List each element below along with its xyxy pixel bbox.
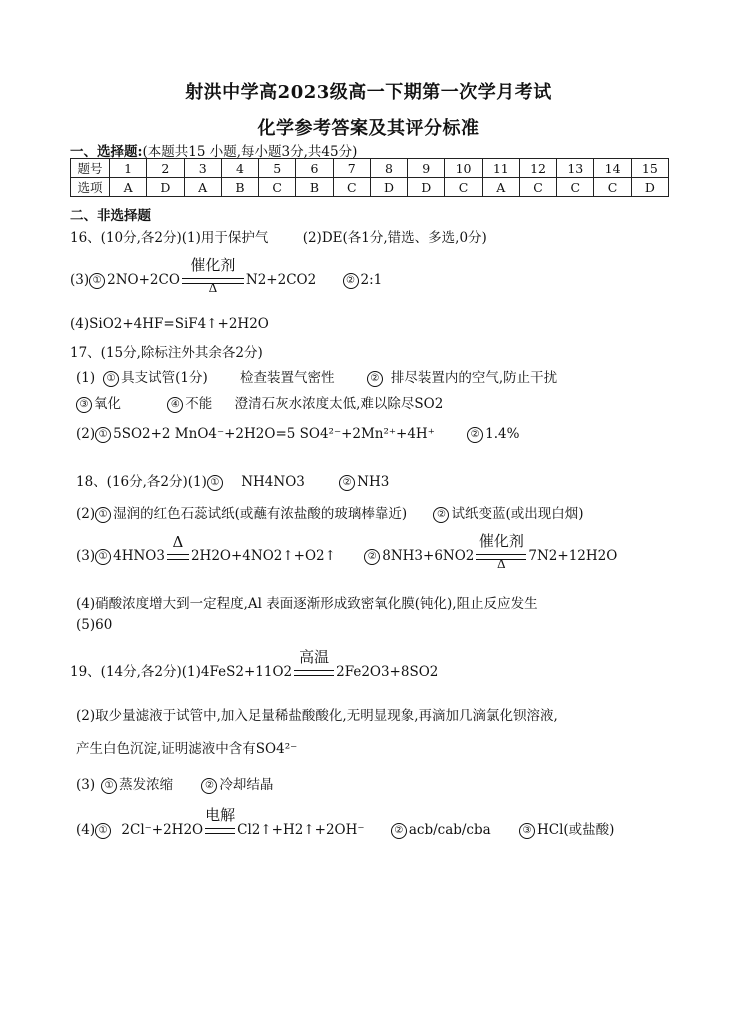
table-cell-number: 8 [370,159,407,178]
q16-eq-right: N2+2CO2 [245,272,317,288]
q19-answer-1: 蒸发浓缩 [119,777,174,793]
table-cell-number: 12 [519,159,556,178]
section-1-name: 一、选择题: [70,144,143,160]
q16-eq-bottom: Δ [208,281,218,295]
circle-1: ① [101,778,117,794]
table-cell-number: 2 [147,159,184,178]
table-cell-answer: C [519,178,556,197]
section-1-note: (本题共15 小题,每小题3分,共45分) [142,144,358,160]
circle-2: ② [391,823,407,839]
q19-eq-right-2: Cl2↑+H2↑+2OH⁻ [237,822,365,838]
q16-line-3: (4)SiO2+4HF=SiF4↑+2H2O [70,316,269,332]
q18-label: 18、(16分,各2分)(1) [76,474,207,490]
table-cell-number: 6 [296,159,333,178]
circle-1: ① [95,507,111,523]
table-cell-answer: B [221,178,258,197]
circle-3: ③ [76,397,92,413]
q17-line-3 [76,392,443,413]
q16-part-1: 16、(10分,各2分)(1)用于保护气 [70,230,269,246]
q17-answer-4: 氧化 [94,396,121,412]
circle-2: ② [339,475,355,491]
q19-eq-top: 高温 [299,648,330,666]
q16-part-3-label: (3) [70,272,90,288]
q16-line-1 [70,226,487,246]
q18-eq2-condition [476,532,526,571]
q17-line-2 [76,366,557,387]
q17-line-4 [76,426,519,443]
table-head-number: 题号 [71,159,110,178]
q17-answer-2: 检查装置气密性 [240,370,335,386]
table-cell-answer: A [184,178,221,197]
q18-eq1-right: 2H2O+4NO2↑+O2↑ [190,548,336,564]
table-cell-answer: D [408,178,445,197]
q18-answer-2: NH3 [357,474,390,490]
q18-answer-3: 湿润的红色石蕊试纸(或蘸有浓盐酸的玻璃棒靠近) [113,506,408,522]
circle-2: ② [467,427,483,443]
table-cell-number: 5 [259,159,296,178]
table-cell-number: 15 [631,159,668,178]
q19-line-4 [76,773,273,794]
table-cell-answer: C [557,178,594,197]
circle-2: ② [201,778,217,794]
table-head-answer: 选项 [71,178,110,197]
title-line-1: 射洪中学高2023级高一下期第一次学月考试 [185,82,552,103]
q18-line-2 [76,502,584,523]
q16-part-2: (2)DE(各1分,错选、多选,0分) [302,230,487,246]
q18-line-4: (4)硝酸浓度增大到一定程度,Al 表面逐渐形成致密氧化膜(钝化),阻止反应发生 [76,596,538,612]
q16-eq-condition [182,256,244,295]
q16-eq-top: 催化剂 [190,256,236,274]
eq-bar [167,554,189,560]
q17-answer-3: 排尽装置内的空气,防止干扰 [390,370,558,386]
circle-1: ① [95,427,111,443]
q19-part-3-label: (3) [76,777,96,793]
table-cell-answer: D [370,178,407,197]
q17-line-1: 17、(15分,除标注外其余各2分) [70,345,263,361]
q17-answer-1: 具支试管(1分) [121,370,208,386]
q19-eq-condition-2 [205,806,236,838]
table-cell-number: 7 [333,159,370,178]
table-cell-answer: C [259,178,296,197]
circle-1: ① [95,823,111,839]
table-cell-number: 13 [557,159,594,178]
circle-1: ① [207,475,223,491]
table-cell-answer: A [110,178,147,197]
eq-bar [294,670,334,676]
q16-ratio: 2:1 [360,272,383,288]
q18-part-3-label: (3) [76,548,96,564]
table-cell-answer: C [333,178,370,197]
q18-part-2-label: (2) [76,506,96,522]
q18-eq2-top: 催化剂 [478,532,524,550]
circle-2: ② [364,549,380,565]
table-cell-number: 1 [110,159,147,178]
q19-line-1 [70,648,439,680]
table-cell-number: 9 [408,159,445,178]
q19-answer-2: 冷却结晶 [219,777,274,793]
q18-answer-4: 试纸变蓝(或出现白烟) [451,506,584,522]
table-cell-answer: C [594,178,631,197]
q17-part-2-label: (2) [76,426,96,442]
circle-2: ② [343,273,359,289]
q18-line-3 [76,532,618,571]
table-cell-number: 14 [594,159,631,178]
table-cell-answer: A [482,178,519,197]
q16-eq-left: 2NO+2CO [107,272,180,288]
q18-line-1 [76,470,389,491]
table-cell-number: 11 [482,159,519,178]
q18-eq1-left: 4HNO3 [113,548,165,564]
circle-2: ② [367,371,383,387]
q19-answer-3: acb/cab/cba [408,822,491,838]
q18-eq2-bottom: Δ [497,557,506,571]
table-cell-number: 3 [184,159,221,178]
q19-answer-4: HCl(或盐酸) [536,822,615,838]
q19-eq-condition [294,648,334,680]
q18-eq1-top: Δ [172,533,184,551]
circle-4: ④ [167,397,183,413]
answer-table [70,158,669,197]
q19-part-4-label: (4) [76,822,96,838]
q17-part-1-label: (1) [76,370,96,386]
table-cell-number: 4 [221,159,258,178]
q19-line-2: (2)取少量滤液于试管中,加入足量稀盐酸酸化,无明显现象,再滴加几滴氯化钡溶液, [76,708,558,724]
q19-line-3: 产生白色沉淀,证明滤液中含有SO4²⁻ [76,741,298,757]
q17-answer-5: 不能 [185,396,213,412]
q16-line-2 [70,256,383,295]
table-cell-answer: D [631,178,668,197]
table-cell-answer: B [296,178,333,197]
q18-eq2-left: 8NH3+6NO2 [382,548,475,564]
table-row-answers [71,178,669,197]
title-line-2: 化学参考答案及其评分标准 [257,118,480,139]
circle-3: ③ [519,823,535,839]
table-cell-answer: D [147,178,184,197]
table-row-numbers [71,159,669,178]
q17-answer-6: 澄清石灰水浓度太低,难以除尽SO2 [234,396,444,412]
q18-eq1-condition [167,533,189,564]
circle-2: ② [433,507,449,523]
table-cell-answer: C [445,178,482,197]
section-1-heading [70,140,357,160]
section-2-heading: 二、非选择题 [70,208,151,224]
table-cell-number: 10 [445,159,482,178]
q17-equation: 5SO2+2 MnO4⁻+2H2O=5 SO4²⁻+2Mn²⁺+4H⁺ [113,426,435,442]
q19-label: 19、(14分,各2分)(1) [70,664,201,680]
q19-line-5 [76,806,615,839]
q19-eq-left-2: 2Cl⁻+2H2O [121,822,204,838]
circle-1: ① [95,549,111,565]
q19-eq-left: 4FeS2+11O2 [200,664,293,680]
q18-line-5: (5)60 [76,617,113,633]
circle-1: ① [89,273,105,289]
q19-eq-top-2: 电解 [205,806,236,824]
q18-answer-1: NH4NO3 [241,474,305,490]
q17-percent: 1.4% [485,426,520,442]
q18-eq2-right: 7N2+12H2O [528,548,618,564]
eq-bar [205,828,235,834]
circle-1: ① [103,371,119,387]
q19-eq-right: 2Fe2O3+8SO2 [336,664,439,680]
